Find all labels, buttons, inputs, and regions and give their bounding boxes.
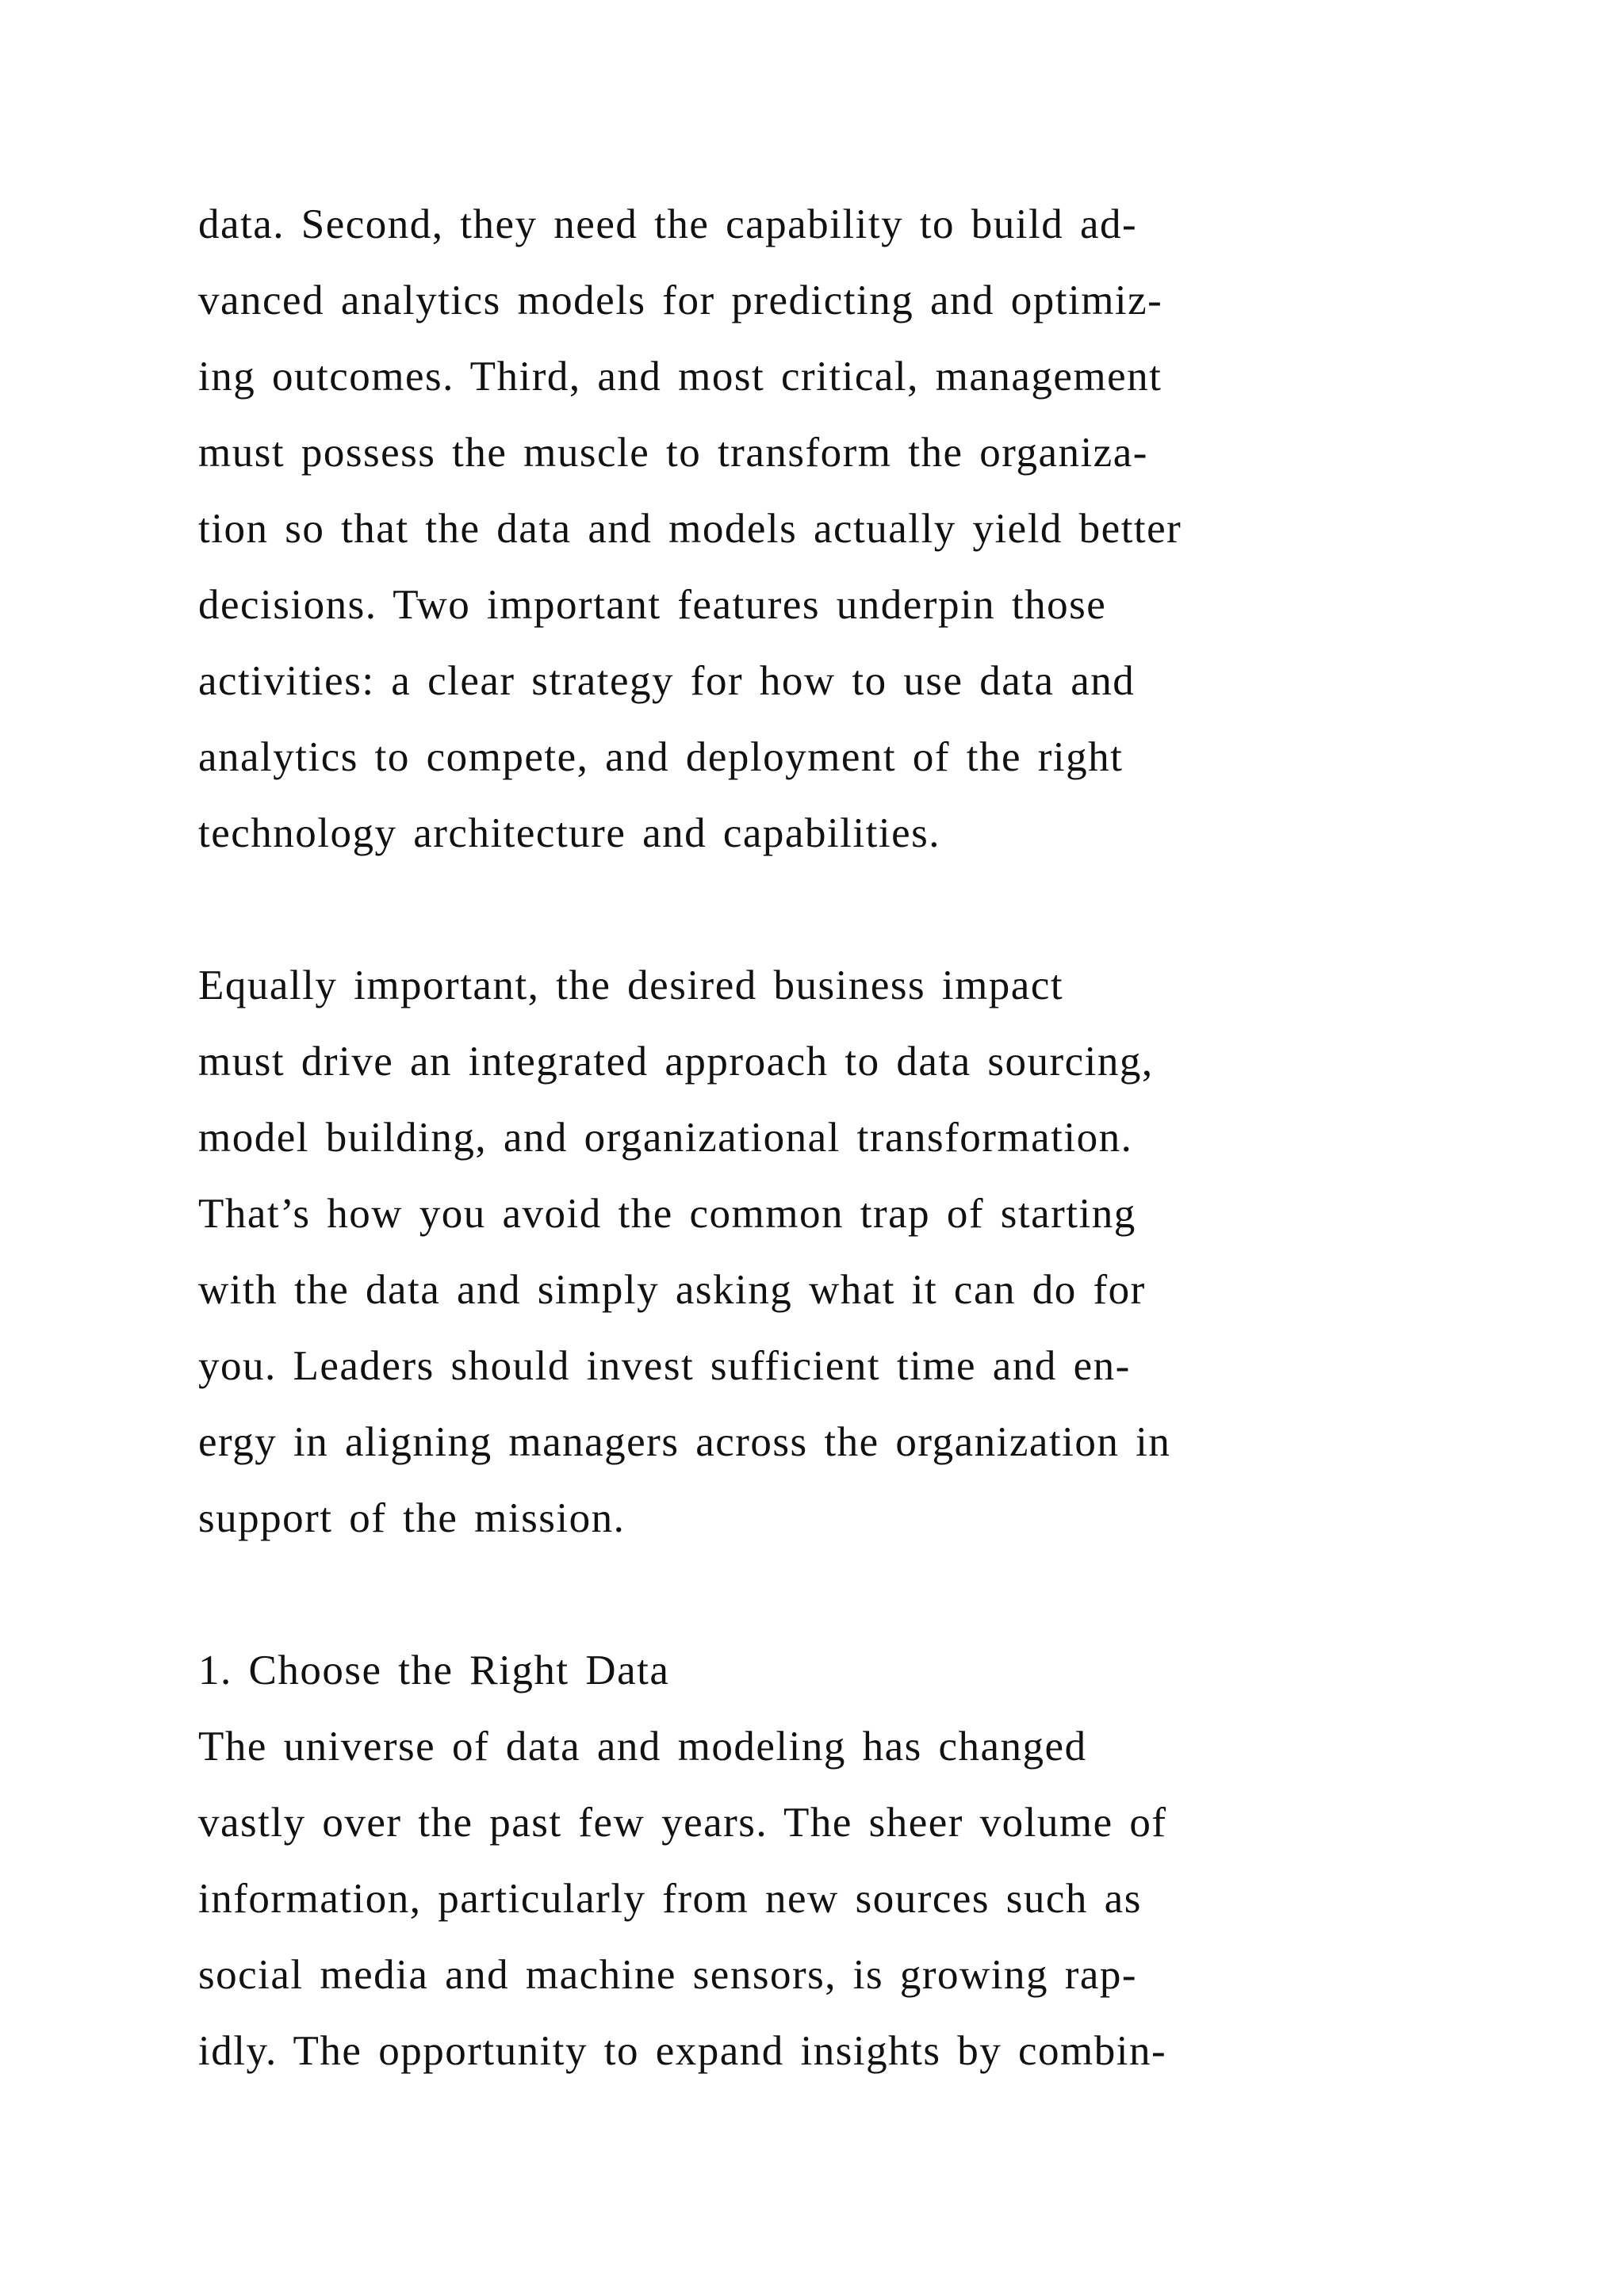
text-line: must possess the muscle to transform the organiza- [198, 430, 1148, 476]
text-line: The universe of data and modeling has changed [198, 1724, 1087, 1770]
text-line: model building, and organizational transformation. [198, 1115, 1133, 1161]
paragraph-2 [198, 947, 1245, 1556]
text-line: technology architecture and capabilities. [198, 810, 940, 856]
text-line: must drive an integrated approach to data sourcing, [198, 1039, 1154, 1085]
text-line: analytics to compete, and deployment of the right [198, 734, 1124, 780]
text-line: ing outcomes. Third, and most critical, management [198, 354, 1162, 400]
text-line: That’s how you avoid the common trap of starting [198, 1191, 1136, 1237]
section-choose-right-data [198, 1632, 1245, 2089]
text-line: information, particularly from new sources such as [198, 1876, 1142, 1922]
text-line: Equally important, the desired business impact [198, 962, 1064, 1008]
text-line: you. Leaders should invest sufficient time and en- [198, 1343, 1131, 1389]
text-line: data. Second, they need the capability to build ad- [198, 201, 1138, 247]
text-line: decisions. Two important features underpin those [198, 582, 1107, 628]
text-line: vastly over the past few years. The sheer volume of [198, 1800, 1167, 1846]
paragraph-spacer [198, 1556, 1245, 1632]
section-heading: 1. Choose the Right Data [198, 1647, 670, 1693]
paragraph-spacer [198, 871, 1245, 947]
text-line: ergy in aligning managers across the organization in [198, 1419, 1171, 1465]
paragraph-1 [198, 186, 1245, 871]
text-line: tion so that the data and models actually yield better [198, 506, 1182, 552]
text-line: with the data and simply asking what it can do for [198, 1267, 1146, 1313]
text-line: activities: a clear strategy for how to use data and [198, 658, 1136, 704]
text-line: support of the mission. [198, 1495, 626, 1541]
text-line: social media and machine sensors, is growing rap- [198, 1952, 1138, 1998]
text-line: vanced analytics models for predicting and optimiz- [198, 277, 1163, 323]
body-text [198, 186, 1245, 2089]
text-line: idly. The opportunity to expand insights by combin- [198, 2028, 1167, 2074]
